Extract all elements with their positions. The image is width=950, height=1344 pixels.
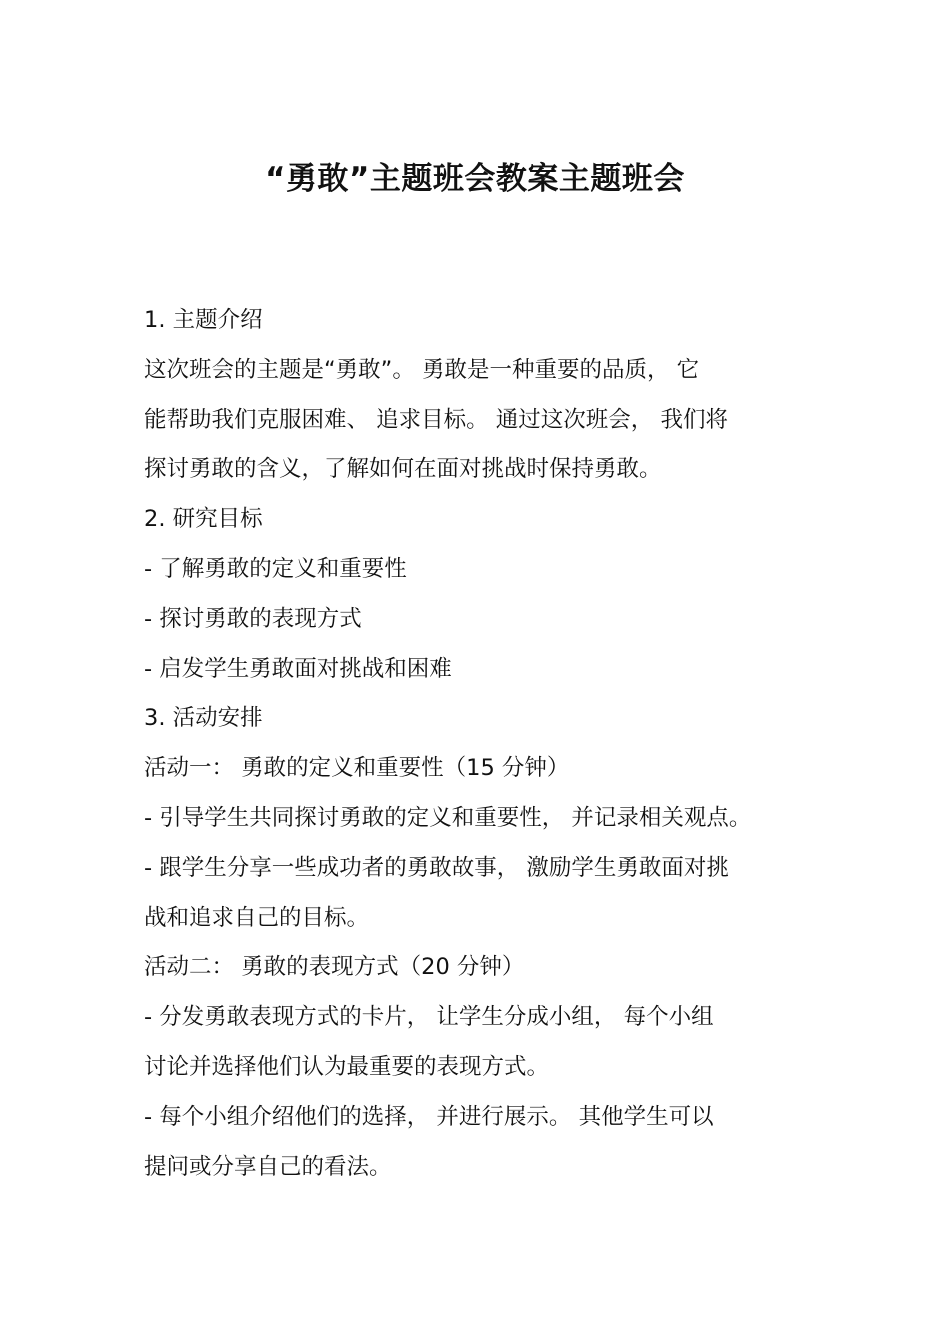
activity-heading-two: 活动二： 勇敢的表现方式（20 分钟） [144, 954, 525, 981]
paragraph-line: 战和追求自己的目标。 [144, 904, 370, 931]
paragraph-line: 讨论并选择他们认为最重要的表现方式。 [144, 1053, 550, 1080]
paragraph-line: 能帮助我们克服困难、 追求目标。 通过这次班会， 我们将 [144, 406, 728, 433]
paragraph-line: 这次班会的主题是“勇敢”。 勇敢是一种重要的品质， 它 [144, 356, 700, 383]
section-heading-topic-intro: 1. 主题介绍 [144, 307, 263, 333]
list-item: - 了解勇敢的定义和重要性 [144, 555, 407, 582]
list-item: - 每个小组介绍他们的选择， 并进行展示。 其他学生可以 [144, 1103, 714, 1130]
section-heading-research-goals: 2. 研究目标 [144, 506, 263, 533]
list-item: - 启发学生勇敢面对挑战和困难 [144, 655, 452, 682]
list-item: - 分发勇敢表现方式的卡片， 让学生分成小组， 每个小组 [144, 1004, 714, 1031]
list-item: - 引导学生共同探讨勇敢的定义和重要性， 并记录相关观点。 [144, 804, 752, 831]
paragraph-line: 提问或分享自己的看法。 [144, 1153, 392, 1180]
document-body [144, 296, 814, 1192]
section-heading-activities: 3. 活动安排 [144, 705, 263, 732]
document-title: “勇敢”主题班会教案主题班会 [265, 161, 685, 197]
list-item: - 探讨勇敢的表现方式 [144, 605, 362, 632]
paragraph-line: 探讨勇敢的含义，了解如何在面对挑战时保持勇敢。 [144, 456, 662, 483]
list-item: - 跟学生分享一些成功者的勇敢故事， 激励学生勇敢面对挑 [144, 854, 729, 881]
activity-heading-one: 活动一： 勇敢的定义和重要性（15 分钟） [144, 755, 570, 782]
